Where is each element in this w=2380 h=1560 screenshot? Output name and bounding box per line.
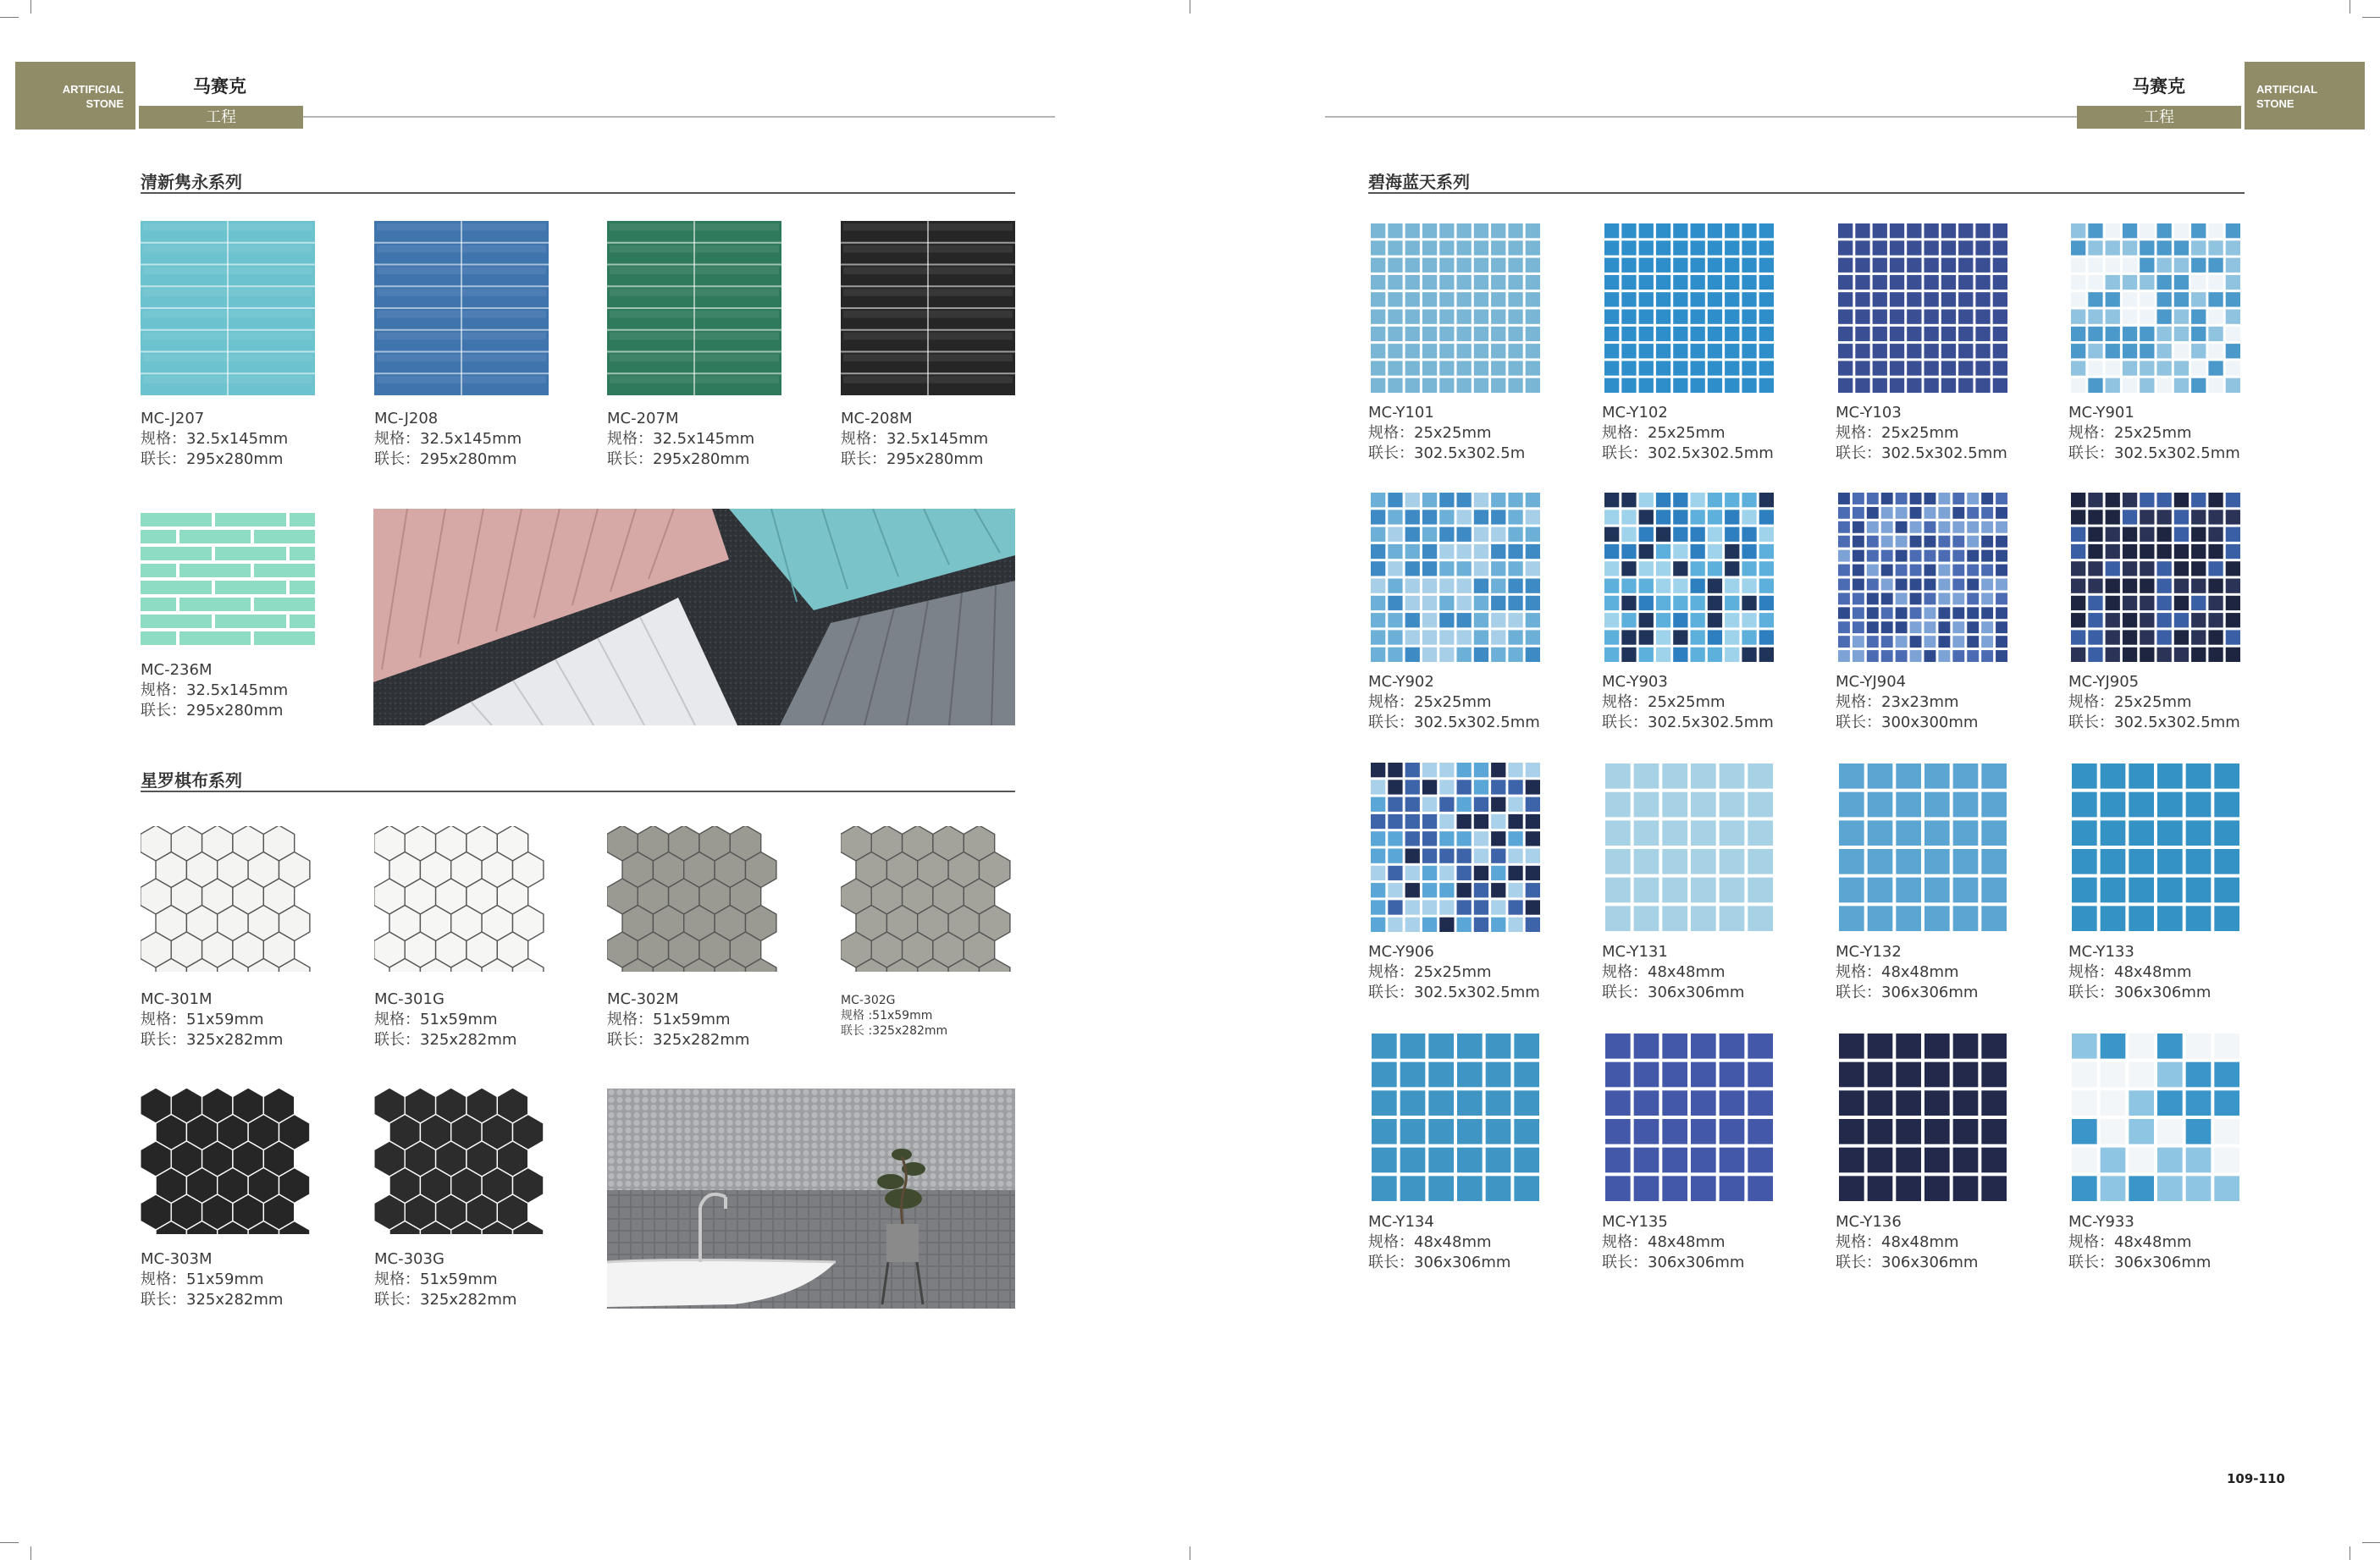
crop-mark [2362, 1542, 2380, 1543]
tag-line-1: ARTIFICIAL [62, 83, 124, 96]
mosaic-sheet-graphic [1368, 221, 1543, 395]
product-sheet: 联长：302.5x302.5mm [2068, 444, 2240, 462]
product-spec: 规格：48x48mm [1836, 1233, 1959, 1251]
product-tile-image [841, 221, 1015, 395]
product-tile-image [141, 511, 315, 647]
product-tile-image [1368, 490, 1543, 664]
crop-mark [0, 1542, 19, 1543]
product-spec: 规格：48x48mm [1836, 963, 1959, 981]
product-tile-image [374, 826, 549, 972]
product-sheet: 联长 :325x282mm [841, 1024, 948, 1038]
product-tile-image [1602, 760, 1776, 934]
product-tile-image [607, 826, 781, 972]
product-spec: 规格：32.5x145mm [374, 430, 522, 448]
product-spec: 规格：25x25mm [1368, 963, 1492, 981]
product-code: MC-J208 [374, 410, 439, 427]
mosaic-sheet-graphic [1836, 490, 2010, 664]
product-spec: 规格：32.5x145mm [841, 430, 989, 448]
product-code: MC-Y102 [1602, 404, 1668, 422]
product-tile-image [374, 221, 549, 395]
product-sheet: 联长：325x282mm [607, 1031, 750, 1049]
product-code: MC-Y902 [1368, 673, 1434, 691]
product-tile-image [1836, 221, 2010, 395]
product-sheet: 联长：295x280mm [141, 702, 284, 719]
product-tile-image [2068, 1030, 2243, 1204]
bathroom-svg [607, 1089, 1015, 1309]
product-caption [1836, 942, 1978, 1003]
product-caption [1602, 1212, 1744, 1273]
product-tile-image [1602, 490, 1776, 664]
product-tile-image [141, 1089, 315, 1234]
header-rule [1325, 116, 2077, 118]
product-sheet: 联长：295x280mm [841, 450, 984, 468]
product-tile-image [2068, 760, 2243, 934]
product-caption [2068, 1212, 2211, 1273]
category-title: 马赛克 [2132, 76, 2185, 96]
product-spec: 规格：51x59mm [141, 1271, 264, 1288]
product-caption [141, 409, 288, 470]
product-caption [1602, 403, 1774, 464]
bathroom-scene-photo [607, 1089, 1015, 1309]
product-spec: 规格：25x25mm [1602, 693, 1726, 711]
product-sheet: 联长：302.5x302.5mm [2068, 714, 2240, 731]
product-code: MC-Y103 [1836, 404, 1902, 422]
tag-line-1: ARTIFICIAL [2256, 83, 2318, 96]
section-title-xingluo: 星罗棋布系列 [141, 770, 242, 791]
product-spec: 规格：48x48mm [1602, 963, 1726, 981]
category-title: 马赛克 [193, 76, 246, 96]
tag-line-2: STONE [2256, 97, 2294, 110]
product-sheet: 联长：302.5x302.5mm [1602, 714, 1774, 731]
mosaic-sheet-graphic [607, 826, 781, 972]
product-tile-image [141, 826, 315, 972]
section-title-qingxin: 清新隽永系列 [141, 172, 242, 192]
product-tile-image [1602, 221, 1776, 395]
product-code: MC-Y901 [2068, 404, 2134, 422]
product-caption [2068, 403, 2240, 464]
product-spec: 规格：51x59mm [141, 1011, 264, 1028]
product-caption [374, 409, 522, 470]
mosaic-sheet-graphic [1602, 221, 1776, 395]
product-spec: 规格：25x25mm [2068, 424, 2192, 442]
subcategory-badge: 工程 [2077, 106, 2241, 129]
product-caption [374, 989, 516, 1050]
mosaic-sheet-graphic [374, 826, 549, 972]
product-sheet: 联长：295x280mm [374, 450, 517, 468]
product-code: MC-Y134 [1368, 1213, 1434, 1231]
product-caption [1368, 1212, 1510, 1273]
product-spec: 规格：23x23mm [1836, 693, 1959, 711]
mosaic-sheet-graphic [141, 511, 315, 647]
product-caption [1836, 1212, 1978, 1273]
product-spec: 规格：32.5x145mm [141, 681, 289, 699]
product-code: MC-Y135 [1602, 1213, 1668, 1231]
product-tile-image [1368, 1030, 1543, 1204]
product-caption [841, 409, 988, 470]
product-code: MC-208M [841, 410, 913, 427]
product-caption [2068, 672, 2240, 733]
product-spec: 规格：48x48mm [2068, 1233, 2192, 1251]
product-sheet: 联长：325x282mm [141, 1291, 284, 1309]
product-caption [1602, 672, 1774, 733]
subcategory-badge: 工程 [139, 106, 303, 129]
product-spec: 规格：25x25mm [1368, 424, 1492, 442]
mosaic-sheet-graphic [1602, 1030, 1776, 1204]
mosaic-sheet-graphic [841, 826, 1015, 972]
mosaic-sheet-graphic [141, 1089, 315, 1234]
product-tile-image [1368, 760, 1543, 934]
product-code: MC-Y903 [1602, 673, 1668, 691]
section-rule [141, 791, 1015, 792]
crop-mark [0, 17, 19, 18]
product-sheet: 联长：306x306mm [2068, 984, 2212, 1001]
product-code: MC-Y906 [1368, 943, 1434, 961]
product-spec: 规格：32.5x145mm [607, 430, 755, 448]
product-code: MC-207M [607, 410, 679, 427]
product-code: MC-301G [374, 990, 445, 1008]
product-sheet: 联长：302.5x302.5mm [1602, 444, 1774, 462]
mosaic-sheet-graphic [1368, 490, 1543, 664]
product-spec: 规格：25x25mm [2068, 693, 2192, 711]
product-code: MC-301M [141, 990, 213, 1008]
product-sheet: 联长：295x280mm [607, 450, 750, 468]
mosaic-sheet-graphic [1836, 1030, 2010, 1204]
product-code: MC-303M [141, 1250, 213, 1268]
product-caption [141, 989, 283, 1050]
product-sheet: 联长：295x280mm [141, 450, 284, 468]
product-caption [1602, 942, 1744, 1003]
mosaic-sheet-graphic [2068, 1030, 2243, 1204]
artificial-stone-tag [15, 62, 135, 130]
product-caption [1368, 942, 1540, 1003]
product-code: MC-Y933 [2068, 1213, 2134, 1231]
header-rule [303, 116, 1055, 118]
mosaic-sheet-graphic [607, 221, 781, 395]
product-code: MC-302M [607, 990, 679, 1008]
product-spec: 规格：25x25mm [1836, 424, 1959, 442]
section-title-bihai: 碧海蓝天系列 [1368, 172, 1470, 192]
product-code: MC-Y133 [2068, 943, 2134, 961]
product-code: MC-303G [374, 1250, 445, 1268]
product-spec: 规格：48x48mm [1602, 1233, 1726, 1251]
product-tile-image [1602, 1030, 1776, 1204]
product-sheet: 联长：306x306mm [1836, 1254, 1979, 1271]
mosaic-sheet-graphic [2068, 490, 2243, 664]
product-code: MC-YJ905 [2068, 673, 2140, 691]
product-spec: 规格：51x59mm [374, 1011, 498, 1028]
product-caption [141, 660, 288, 721]
mosaic-sheet-graphic [374, 1089, 549, 1234]
product-caption [141, 1249, 283, 1310]
product-code: MC-Y136 [1836, 1213, 1902, 1231]
product-tile-image [141, 221, 315, 395]
stick-tiles-scene-photo [373, 509, 1015, 725]
crop-mark [30, 1546, 31, 1560]
page-number: 109-110 [2227, 1471, 2285, 1486]
product-spec: 规格：51x59mm [374, 1271, 498, 1288]
crop-mark [30, 0, 31, 14]
crop-mark [2362, 17, 2380, 18]
mosaic-sheet-graphic [1836, 760, 2010, 934]
mosaic-sheet-graphic [374, 221, 549, 395]
mosaic-sheet-graphic [1602, 760, 1776, 934]
product-sheet: 联长：306x306mm [1602, 984, 1745, 1001]
product-spec: 规格 :51x59mm [841, 1009, 933, 1023]
product-spec: 规格：51x59mm [607, 1011, 731, 1028]
product-spec: 规格：25x25mm [1602, 424, 1726, 442]
product-code: MC-Y101 [1368, 404, 1434, 422]
product-code: MC-J207 [141, 410, 205, 427]
mosaic-sheet-graphic [1602, 490, 1776, 664]
product-caption [1836, 403, 2007, 464]
product-sheet: 联长：300x300mm [1836, 714, 1979, 731]
product-caption [607, 989, 749, 1050]
mosaic-sheet-graphic [1368, 1030, 1543, 1204]
mosaic-sheet-graphic [141, 221, 315, 395]
product-caption [1368, 672, 1540, 733]
product-sheet: 联长：306x306mm [1836, 984, 1979, 1001]
product-caption [841, 993, 947, 1039]
product-sheet: 联长：302.5x302.5mm [1368, 984, 1540, 1001]
product-caption [1836, 672, 1978, 733]
product-caption [1368, 403, 1525, 464]
product-code: MC-YJ904 [1836, 673, 1907, 691]
product-caption [607, 409, 754, 470]
product-caption [2068, 942, 2211, 1003]
mosaic-sheet-graphic [141, 826, 315, 972]
product-tile-image [1836, 490, 2010, 664]
product-tile-image [607, 221, 781, 395]
product-tile-image [2068, 490, 2243, 664]
product-tile-image [841, 826, 1015, 972]
product-code: MC-Y131 [1602, 943, 1668, 961]
product-sheet: 联长：302.5x302.5mm [1836, 444, 2007, 462]
mosaic-sheet-graphic [2068, 221, 2243, 395]
product-sheet: 联长：306x306mm [1602, 1254, 1745, 1271]
product-tile-image [1836, 760, 2010, 934]
product-tile-image [374, 1089, 549, 1234]
product-code: MC-302G [841, 994, 896, 1007]
artificial-stone-tag [2245, 62, 2365, 130]
product-spec: 规格：32.5x145mm [141, 430, 289, 448]
product-caption [374, 1249, 516, 1310]
section-rule [1368, 192, 2245, 194]
mosaic-sheet-graphic [841, 221, 1015, 395]
product-code: MC-Y132 [1836, 943, 1902, 961]
product-tile-image [1836, 1030, 2010, 1204]
mosaic-sheet-graphic [1368, 760, 1543, 934]
mosaic-sheet-graphic [1836, 221, 2010, 395]
product-spec: 规格：48x48mm [1368, 1233, 1492, 1251]
product-sheet: 联长：325x282mm [374, 1291, 517, 1309]
product-sheet: 联长：325x282mm [374, 1031, 517, 1049]
product-spec: 规格：48x48mm [2068, 963, 2192, 981]
mosaic-sheet-graphic [2068, 760, 2243, 934]
product-sheet: 联长：302.5x302.5m [1368, 444, 1526, 462]
product-tile-image [2068, 221, 2243, 395]
tag-line-2: STONE [86, 97, 124, 110]
scene-photo-svg [373, 509, 1015, 725]
product-sheet: 联长：325x282mm [141, 1031, 284, 1049]
product-sheet: 联长：306x306mm [1368, 1254, 1511, 1271]
section-rule [141, 192, 1015, 194]
product-tile-image [1368, 221, 1543, 395]
product-code: MC-236M [141, 661, 213, 679]
product-sheet: 联长：302.5x302.5mm [1368, 714, 1540, 731]
product-sheet: 联长：306x306mm [2068, 1254, 2212, 1271]
product-spec: 规格：25x25mm [1368, 693, 1492, 711]
